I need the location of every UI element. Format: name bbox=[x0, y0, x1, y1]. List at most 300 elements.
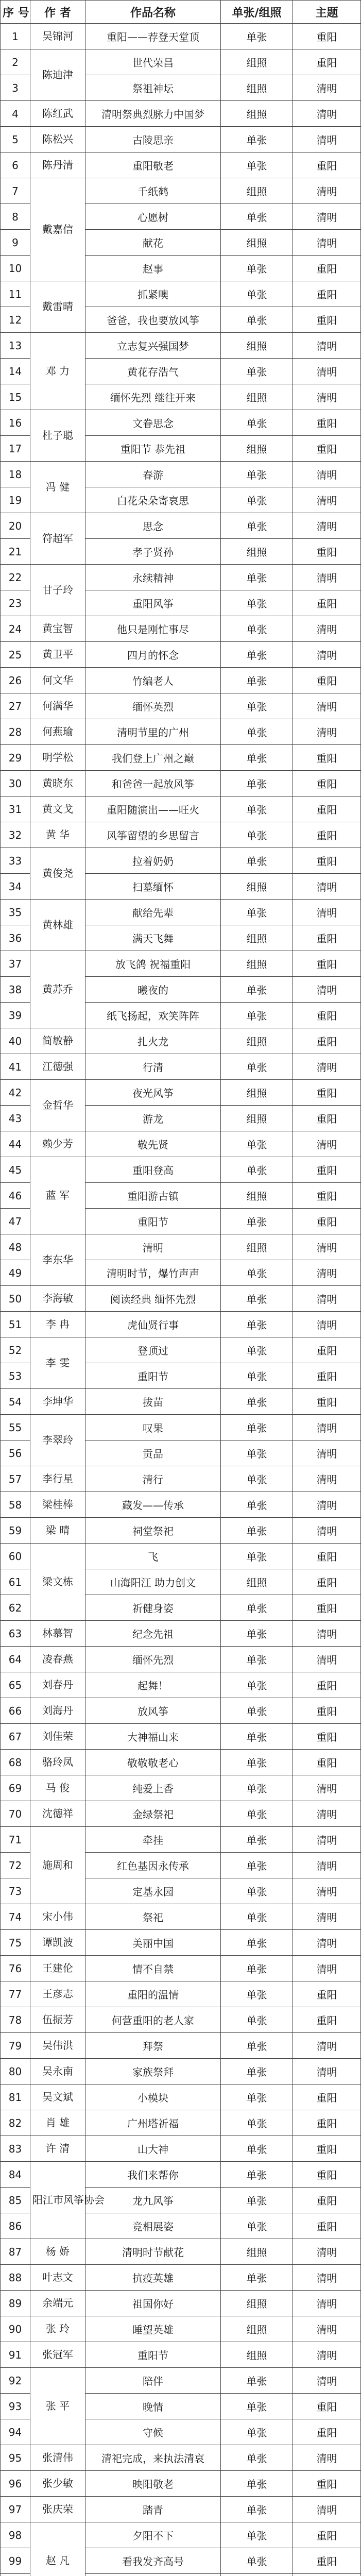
table-row bbox=[1, 1801, 361, 1827]
cell-type: 单张 bbox=[221, 616, 293, 642]
table-row bbox=[1, 1054, 361, 1080]
cell-no: 77 bbox=[1, 1981, 30, 2007]
cell-type: 单张 bbox=[221, 1440, 293, 1466]
cell-title: 重阳——荐登天堂顶 bbox=[85, 24, 221, 49]
cell-title: 重阳节 bbox=[85, 1363, 221, 1389]
cell-title: 重阳节 恭先祖 bbox=[85, 436, 221, 462]
cell-theme: 重阳 bbox=[293, 539, 361, 565]
cell-type: 组照 bbox=[221, 333, 293, 359]
cell-no: 39 bbox=[1, 1003, 30, 1028]
cell-no: 60 bbox=[1, 1544, 30, 1569]
table-row bbox=[1, 1415, 361, 1440]
cell-type: 单张 bbox=[221, 2445, 293, 2471]
cell-type: 单张 bbox=[221, 1466, 293, 1492]
cell-no bbox=[1, 2574, 30, 2576]
cell-no: 26 bbox=[1, 668, 30, 693]
cell-theme: 清明 bbox=[293, 1956, 361, 1981]
cell-theme: 清明 bbox=[293, 127, 361, 152]
cell-theme: 重阳 bbox=[293, 2522, 361, 2548]
cell-author: 张 平 bbox=[30, 2368, 85, 2445]
cell-no: 81 bbox=[1, 2084, 30, 2110]
cell-author: 伍振芳 bbox=[30, 2007, 85, 2033]
cell-no: 46 bbox=[1, 1183, 30, 1209]
cell-theme: 清明 bbox=[293, 333, 361, 359]
cell-no: 5 bbox=[1, 127, 30, 152]
cell-theme: 重阳 bbox=[293, 848, 361, 874]
cell-no: 13 bbox=[1, 333, 30, 359]
cell-type: 单张 bbox=[221, 204, 293, 230]
cell-no: 25 bbox=[1, 642, 30, 668]
table-row bbox=[1, 951, 361, 977]
cell-title: 虎仙贤行事 bbox=[85, 1312, 221, 1337]
table-row bbox=[1, 1724, 361, 1750]
table-row bbox=[1, 2368, 361, 2394]
cell-author: 简敏静 bbox=[30, 1028, 85, 1054]
cell-author: 冯 健 bbox=[30, 462, 85, 513]
cell-title: 看我发齐高号 bbox=[85, 2548, 221, 2574]
cell-no: 82 bbox=[1, 2110, 30, 2136]
cell-no: 28 bbox=[1, 719, 30, 745]
cell-author: 张清伟 bbox=[30, 2445, 85, 2471]
cell-no: 80 bbox=[1, 2059, 30, 2084]
cell-type bbox=[221, 2574, 293, 2576]
cell-title: 满天飞舞 bbox=[85, 925, 221, 951]
cell-no: 76 bbox=[1, 1956, 30, 1981]
cell-type: 单张 bbox=[221, 1003, 293, 1028]
cell-no: 32 bbox=[1, 822, 30, 848]
cell-theme: 清明 bbox=[293, 874, 361, 900]
cell-author: 吴伟洪 bbox=[30, 2033, 85, 2059]
cell-title: 纸飞扬起，欢笑阵阵 bbox=[85, 1003, 221, 1028]
cell-theme: 清明 bbox=[293, 1801, 361, 1827]
table-row bbox=[1, 281, 361, 307]
cell-author: 陈迪津 bbox=[30, 49, 85, 101]
cell-type: 单张 bbox=[221, 668, 293, 693]
cell-author: 沈德祥 bbox=[30, 1801, 85, 1827]
cell-theme: 清明 bbox=[293, 900, 361, 925]
table-row bbox=[1, 1672, 361, 1698]
cell-no: 71 bbox=[1, 1827, 30, 1853]
cell-type: 单张 bbox=[221, 565, 293, 590]
cell-title: 抓紧噢 bbox=[85, 281, 221, 307]
cell-title: 献给先辈 bbox=[85, 900, 221, 925]
cell-type: 单张 bbox=[221, 1672, 293, 1698]
table-row bbox=[1, 2291, 361, 2316]
cell-title: 世代荣昌 bbox=[85, 49, 221, 75]
cell-type: 单张 bbox=[221, 2110, 293, 2136]
cell-author: 赵 凡 bbox=[30, 2522, 85, 2576]
table-row bbox=[1, 1312, 361, 1337]
cell-type: 单张 bbox=[221, 642, 293, 668]
table-row bbox=[1, 1544, 361, 1569]
table-row bbox=[1, 2497, 361, 2522]
cell-theme: 重阳 bbox=[293, 925, 361, 951]
cell-title: 献花 bbox=[85, 230, 221, 256]
cell-theme: 清明 bbox=[293, 2497, 361, 2522]
cell-no: 15 bbox=[1, 384, 30, 410]
cell-no: 92 bbox=[1, 2368, 30, 2394]
cell-author: 张 玲 bbox=[30, 2316, 85, 2342]
cell-no: 51 bbox=[1, 1312, 30, 1337]
cell-no: 14 bbox=[1, 359, 30, 384]
cell-type: 单张 bbox=[221, 2419, 293, 2445]
cell-type: 单张 bbox=[221, 1131, 293, 1157]
cell-title: 他只是刚忙事尽 bbox=[85, 616, 221, 642]
cell-theme: 清明 bbox=[293, 1878, 361, 1904]
cell-title: 爸爸，我也要放风筝 bbox=[85, 307, 221, 333]
table-row bbox=[1, 178, 361, 204]
cell-type: 组照 bbox=[221, 874, 293, 900]
table-row bbox=[1, 2265, 361, 2291]
cell-author: 余端元 bbox=[30, 2291, 85, 2316]
cell-theme: 重阳 bbox=[293, 1724, 361, 1750]
cell-no: 86 bbox=[1, 2213, 30, 2239]
cell-type: 单张 bbox=[221, 1492, 293, 1518]
table-body bbox=[1, 24, 361, 2576]
cell-theme: 重阳 bbox=[293, 1363, 361, 1389]
cell-type: 单张 bbox=[221, 1260, 293, 1286]
cell-author: 黄俊尧 bbox=[30, 848, 85, 900]
cell-theme: 清明 bbox=[293, 977, 361, 1003]
cell-no: 11 bbox=[1, 281, 30, 307]
cell-title: 定基永园 bbox=[85, 1878, 221, 1904]
cell-theme: 清明 bbox=[293, 1827, 361, 1853]
table-row bbox=[1, 1131, 361, 1157]
cell-no: 57 bbox=[1, 1466, 30, 1492]
cell-author: 黄宝智 bbox=[30, 616, 85, 642]
cell-author: 赖少芳 bbox=[30, 1131, 85, 1157]
cell-no: 50 bbox=[1, 1286, 30, 1312]
cell-theme: 清明 bbox=[293, 178, 361, 204]
cell-no: 59 bbox=[1, 1518, 30, 1544]
cell-author: 李 雯 bbox=[30, 1337, 85, 1389]
cell-type: 单张 bbox=[221, 2188, 293, 2213]
table-row bbox=[1, 2522, 361, 2548]
table-row bbox=[1, 642, 361, 668]
cell-title: 我们来帮你 bbox=[85, 2162, 221, 2188]
cell-title: 抗疫英雄 bbox=[85, 2265, 221, 2291]
table-row bbox=[1, 668, 361, 693]
cell-type: 单张 bbox=[221, 590, 293, 616]
cell-no: 34 bbox=[1, 874, 30, 900]
cell-title: 曦夜的 bbox=[85, 977, 221, 1003]
table-row bbox=[1, 1286, 361, 1312]
cell-type: 单张 bbox=[221, 256, 293, 281]
cell-theme: 重阳 bbox=[293, 822, 361, 848]
cell-no: 88 bbox=[1, 2265, 30, 2291]
cell-type: 单张 bbox=[221, 281, 293, 307]
cell-title: 山海阳江 助力创文 bbox=[85, 1569, 221, 1595]
cell-title bbox=[85, 2574, 221, 2576]
cell-type: 单张 bbox=[221, 1827, 293, 1853]
cell-title: 飞 bbox=[85, 1544, 221, 1569]
header-type: 单张/组照 bbox=[221, 1, 293, 24]
cell-title: 缅怀先烈 继往开来 bbox=[85, 384, 221, 410]
cell-no: 41 bbox=[1, 1054, 30, 1080]
cell-no: 67 bbox=[1, 1724, 30, 1750]
cell-type: 组照 bbox=[221, 1234, 293, 1260]
cell-title: 重阳敬老 bbox=[85, 152, 221, 178]
cell-no: 55 bbox=[1, 1415, 30, 1440]
cell-no: 87 bbox=[1, 2239, 30, 2265]
cell-author: 张庆荣 bbox=[30, 2497, 85, 2522]
cell-author: 马 俊 bbox=[30, 1775, 85, 1801]
cell-type: 单张 bbox=[221, 2213, 293, 2239]
cell-title: 红色基因永传承 bbox=[85, 1853, 221, 1878]
table-row bbox=[1, 1492, 361, 1518]
cell-author: 梁 晴 bbox=[30, 1518, 85, 1544]
cell-no: 10 bbox=[1, 256, 30, 281]
cell-type: 单张 bbox=[221, 2084, 293, 2110]
cell-theme: 重阳 bbox=[293, 1750, 361, 1775]
cell-title: 夕阳不下 bbox=[85, 2522, 221, 2548]
cell-author: 陈松兴 bbox=[30, 127, 85, 152]
cell-theme: 重阳 bbox=[293, 410, 361, 436]
cell-theme: 清明 bbox=[293, 1131, 361, 1157]
header-no: 序 号 bbox=[1, 1, 30, 24]
cell-type: 单张 bbox=[221, 1363, 293, 1389]
cell-author: 梁桂棒 bbox=[30, 1492, 85, 1518]
cell-no: 20 bbox=[1, 513, 30, 539]
cell-no: 54 bbox=[1, 1389, 30, 1415]
cell-type: 单张 bbox=[221, 1853, 293, 1878]
cell-type: 单张 bbox=[221, 1981, 293, 2007]
cell-type: 单张 bbox=[221, 2007, 293, 2033]
cell-type: 单张 bbox=[221, 1209, 293, 1234]
cell-title: 游龙 bbox=[85, 1106, 221, 1131]
cell-title: 竞相展姿 bbox=[85, 2213, 221, 2239]
cell-no: 42 bbox=[1, 1080, 30, 1106]
cell-theme: 清明 bbox=[293, 1466, 361, 1492]
cell-no: 40 bbox=[1, 1028, 30, 1054]
cell-type: 单张 bbox=[221, 1904, 293, 1930]
cell-theme: 清明 bbox=[293, 1234, 361, 1260]
cell-theme: 重阳 bbox=[293, 281, 361, 307]
cell-type: 组照 bbox=[221, 49, 293, 75]
cell-author: 施周和 bbox=[30, 1827, 85, 1904]
cell-author: 叶志文 bbox=[30, 2265, 85, 2291]
cell-theme: 清明 bbox=[293, 1621, 361, 1647]
cell-title: 四月的怀念 bbox=[85, 642, 221, 668]
cell-type: 组照 bbox=[221, 1028, 293, 1054]
cell-no: 31 bbox=[1, 796, 30, 822]
cell-theme: 重阳 bbox=[293, 307, 361, 333]
cell-type: 单张 bbox=[221, 487, 293, 513]
cell-no: 99 bbox=[1, 2548, 30, 2574]
cell-theme: 清明 bbox=[293, 1492, 361, 1518]
cell-type: 单张 bbox=[221, 822, 293, 848]
cell-title: 踏青 bbox=[85, 2497, 221, 2522]
table-row bbox=[1, 2445, 361, 2471]
table-row bbox=[1, 127, 361, 152]
cell-no: 49 bbox=[1, 1260, 30, 1286]
cell-type: 单张 bbox=[221, 1157, 293, 1183]
table-row bbox=[1, 2316, 361, 2342]
cell-title: 千纸鹤 bbox=[85, 178, 221, 204]
cell-type: 组照 bbox=[221, 539, 293, 565]
cell-type: 单张 bbox=[221, 2162, 293, 2188]
cell-no: 38 bbox=[1, 977, 30, 1003]
cell-theme bbox=[293, 2574, 361, 2576]
cell-no: 90 bbox=[1, 2316, 30, 2342]
cell-theme: 重阳 bbox=[293, 1672, 361, 1698]
cell-theme: 清明 bbox=[293, 2342, 361, 2368]
cell-no: 8 bbox=[1, 204, 30, 230]
cell-theme: 清明 bbox=[293, 487, 361, 513]
table-row bbox=[1, 1904, 361, 1930]
cell-no: 44 bbox=[1, 1131, 30, 1157]
cell-title: 春游 bbox=[85, 462, 221, 487]
cell-no: 1 bbox=[1, 24, 30, 49]
cell-type: 单张 bbox=[221, 1724, 293, 1750]
cell-title: 我们登上广州之巅 bbox=[85, 745, 221, 771]
header-row bbox=[1, 1, 361, 24]
cell-theme: 重阳 bbox=[293, 1028, 361, 1054]
cell-theme: 重阳 bbox=[293, 590, 361, 616]
cell-no: 73 bbox=[1, 1878, 30, 1904]
cell-type: 组照 bbox=[221, 230, 293, 256]
cell-theme: 清明 bbox=[293, 1312, 361, 1337]
table-row bbox=[1, 1750, 361, 1775]
cell-no: 22 bbox=[1, 565, 30, 590]
cell-theme: 重阳 bbox=[293, 1003, 361, 1028]
table-row bbox=[1, 1956, 361, 1981]
cell-author: 黄 华 bbox=[30, 822, 85, 848]
table-row bbox=[1, 1827, 361, 1853]
cell-theme: 清明 bbox=[293, 2059, 361, 2084]
cell-theme: 清明 bbox=[293, 1054, 361, 1080]
cell-type: 单张 bbox=[221, 1415, 293, 1440]
table-row bbox=[1, 24, 361, 49]
cell-title: 起舞！ bbox=[85, 1672, 221, 1698]
cell-title: 清明节里的广州 bbox=[85, 719, 221, 745]
table-row bbox=[1, 2033, 361, 2059]
cell-title: 山大神 bbox=[85, 2136, 221, 2162]
cell-no: 84 bbox=[1, 2162, 30, 2188]
cell-no: 75 bbox=[1, 1930, 30, 1956]
cell-no: 9 bbox=[1, 230, 30, 256]
cell-no: 93 bbox=[1, 2394, 30, 2419]
cell-type: 单张 bbox=[221, 127, 293, 152]
cell-type: 单张 bbox=[221, 1698, 293, 1724]
cell-no: 89 bbox=[1, 2291, 30, 2316]
cell-no: 3 bbox=[1, 75, 30, 101]
cell-type: 组照 bbox=[221, 101, 293, 127]
cell-author: 李东华 bbox=[30, 1234, 85, 1286]
cell-type: 单张 bbox=[221, 1518, 293, 1544]
cell-author: 李 冉 bbox=[30, 1312, 85, 1337]
cell-type: 单张 bbox=[221, 2497, 293, 2522]
cell-type: 组照 bbox=[221, 1569, 293, 1595]
cell-title: 情不自禁 bbox=[85, 1956, 221, 1981]
cell-no: 16 bbox=[1, 410, 30, 436]
cell-type: 单张 bbox=[221, 359, 293, 384]
table-row bbox=[1, 1337, 361, 1363]
cell-author: 甘子玲 bbox=[30, 565, 85, 616]
cell-title: 白花朵朵寄哀思 bbox=[85, 487, 221, 513]
table-row bbox=[1, 2239, 361, 2265]
cell-title: 祖国你好 bbox=[85, 2291, 221, 2316]
cell-title: 拜祭 bbox=[85, 2033, 221, 2059]
cell-theme: 重阳 bbox=[293, 2394, 361, 2419]
cell-type: 单张 bbox=[221, 1337, 293, 1363]
cell-author: 骆玲凤 bbox=[30, 1750, 85, 1775]
table-row bbox=[1, 2084, 361, 2110]
cell-title: 古陵思亲 bbox=[85, 127, 221, 152]
table-row bbox=[1, 616, 361, 642]
cell-title: 小模块 bbox=[85, 2084, 221, 2110]
cell-author: 宋小伟 bbox=[30, 1904, 85, 1930]
cell-title: 祈健身姿 bbox=[85, 1595, 221, 1621]
cell-title: 陪伴 bbox=[85, 2368, 221, 2394]
cell-theme: 重阳 bbox=[293, 2162, 361, 2188]
cell-type: 单张 bbox=[221, 2522, 293, 2548]
cell-title: 夜光风筝 bbox=[85, 1080, 221, 1106]
table-row bbox=[1, 2471, 361, 2497]
cell-theme: 清明 bbox=[293, 2239, 361, 2265]
cell-theme: 清明 bbox=[293, 230, 361, 256]
table-row bbox=[1, 1981, 361, 2007]
cell-theme: 重阳 bbox=[293, 1981, 361, 2007]
cell-type: 单张 bbox=[221, 152, 293, 178]
cell-author: 符超军 bbox=[30, 513, 85, 565]
cell-author: 刘佳荣 bbox=[30, 1724, 85, 1750]
cell-type: 单张 bbox=[221, 2265, 293, 2291]
cell-theme: 重阳 bbox=[293, 1698, 361, 1724]
cell-theme: 重阳 bbox=[293, 152, 361, 178]
cell-author: 李行星 bbox=[30, 1466, 85, 1492]
cell-type: 单张 bbox=[221, 2394, 293, 2419]
cell-type: 组照 bbox=[221, 2291, 293, 2316]
table-row bbox=[1, 1930, 361, 1956]
cell-theme: 清明 bbox=[293, 2316, 361, 2342]
cell-theme: 清明 bbox=[293, 75, 361, 101]
cell-title: 守候 bbox=[85, 2419, 221, 2445]
cell-no: 45 bbox=[1, 1157, 30, 1183]
table-row bbox=[1, 410, 361, 436]
cell-theme: 清明 bbox=[293, 719, 361, 745]
cell-theme: 清明 bbox=[293, 1440, 361, 1466]
cell-theme: 重阳 bbox=[293, 951, 361, 977]
cell-no: 29 bbox=[1, 745, 30, 771]
table-row bbox=[1, 1234, 361, 1260]
cell-theme: 重阳 bbox=[293, 256, 361, 281]
cell-type: 单张 bbox=[221, 796, 293, 822]
cell-type: 组照 bbox=[221, 75, 293, 101]
cell-theme: 清明 bbox=[293, 2033, 361, 2059]
cell-type: 单张 bbox=[221, 2548, 293, 2574]
cell-no: 65 bbox=[1, 1672, 30, 1698]
cell-no: 23 bbox=[1, 590, 30, 616]
table-row bbox=[1, 1698, 361, 1724]
cell-type: 单张 bbox=[221, 1930, 293, 1956]
cell-theme: 重阳 bbox=[293, 1106, 361, 1131]
table-row bbox=[1, 1080, 361, 1106]
cell-author: 陈红武 bbox=[30, 101, 85, 127]
cell-title: 广州塔祈福 bbox=[85, 2110, 221, 2136]
table-row bbox=[1, 1775, 361, 1801]
cell-type: 组照 bbox=[221, 2239, 293, 2265]
cell-title: 重阳节 bbox=[85, 1209, 221, 1234]
cell-theme: 清明 bbox=[293, 1260, 361, 1286]
cell-title: 藏发——传承 bbox=[85, 1492, 221, 1518]
cell-title: 重阳的温情 bbox=[85, 1981, 221, 2007]
cell-type: 单张 bbox=[221, 1801, 293, 1827]
cell-no: 85 bbox=[1, 2188, 30, 2213]
cell-type: 单张 bbox=[221, 1054, 293, 1080]
table-row bbox=[1, 565, 361, 590]
cell-no: 95 bbox=[1, 2445, 30, 2471]
